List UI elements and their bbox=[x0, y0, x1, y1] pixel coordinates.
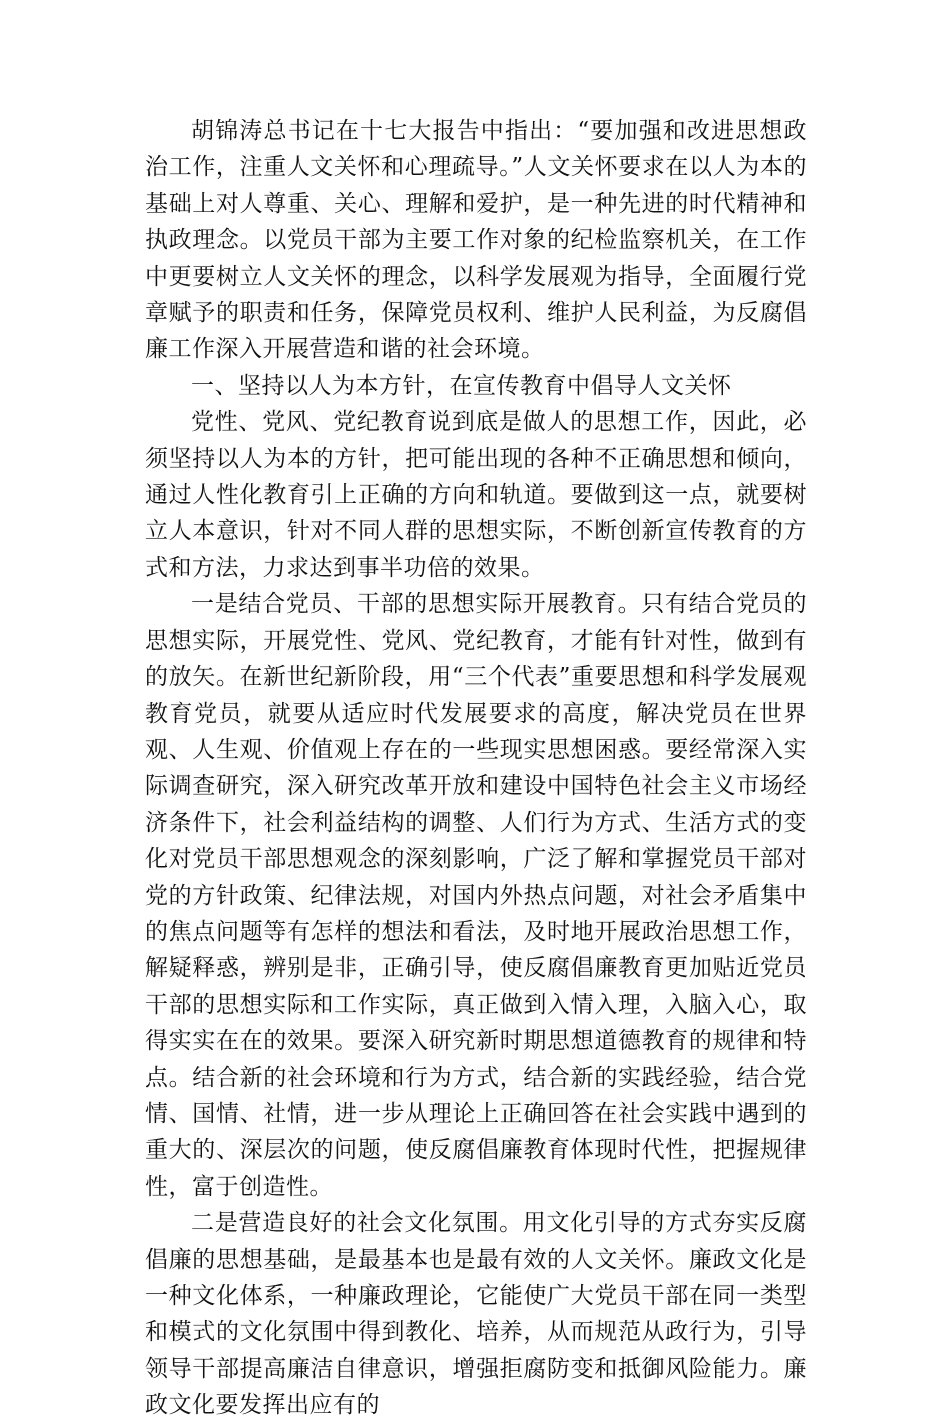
section-paragraph: 党性、党风、党纪教育说到底是做人的思想工作，因此，必须坚持以人为本的方针，把可能出现的各种不正确思想和倾向，通过人性化教育引上正确的方向和轨道。要做到这一点，就要树立人本意识，针对不同人群的思想实际，不断创新宣传教育的方式和方法，力求达到事半功倍的效果。 bbox=[145, 409, 807, 581]
point-two-paragraph: 二是营造良好的社会文化氛围。用文化引导的方式夯实反腐倡廉的思想基础，是最基本也是最有效的人文关怀。廉政文化是一种文化体系，一种廉政理论，它能使广大党员干部在同一类型和模式的文化氛围中得到教化、培养，从而规范从政行为，引导领导干部提高廉洁自律意识，增强拒腐防变和抵御风险能力。廉政文化要发挥出应有的 bbox=[145, 1210, 807, 1419]
section-heading: 一、坚持以人为本方针，在宣传教育中倡导人文关怀 bbox=[191, 372, 732, 399]
point-one-paragraph: 一是结合党员、干部的思想实际开展教育。只有结合党员的思想实际，开展党性、党风、党纪教育，才能有针对性，做到有的放矢。在新世纪新阶段，用“三个代表”重要思想和科学发展观教育党员，就要从适应时代发展要求的高度，解决党员在世界观、人生观、价值观上存在的一些现实思想困惑。要经常深入实际调查研究，深入研究改革开放和建设中国特色社会主义市场经济条件下，社会利益结构的调整、人们行为方式、生活方式的变化对党员干部思想观念的深刻影响，广泛了解和掌握党员干部对党的方针政策、纪律法规，对国内外热点问题，对社会矛盾集中的焦点问题等有怎样的想法和看法，及时地开展政治思想工作，解疑释惑，辨别是非，正确引导，使反腐倡廉教育更加贴近党员干部的思想实际和工作实际，真正做到入情入理，入脑入心，取得实实在在的效果。要深入研究新时期思想道德教育的规律和特点。结合新的社会环境和行为方式，结合新的实践经验，结合党情、国情、社情，进一步从理论上正确回答在社会实践中遇到的重大的、深层次的问题，使反腐倡廉教育体现时代性，把握规律性，富于创造性。 bbox=[145, 591, 807, 1200]
document-page bbox=[145, 113, 807, 1424]
intro-paragraph: 胡锦涛总书记在十七大报告中指出：“要加强和改进思想政治工作，注重人文关怀和心理疏导。”人文关怀要求在以人为本的基础上对人尊重、关心、理解和爱护，是一种先进的时代精神和执政理念。以党员干部为主要工作对象的纪检监察机关，在工作中更要树立人文关怀的理念，以科学发展观为指导，全面履行党章赋予的职责和任务，保障党员权利、维护人民利益，为反腐倡廉工作深入开展营造和谐的社会环境。 bbox=[145, 118, 807, 363]
